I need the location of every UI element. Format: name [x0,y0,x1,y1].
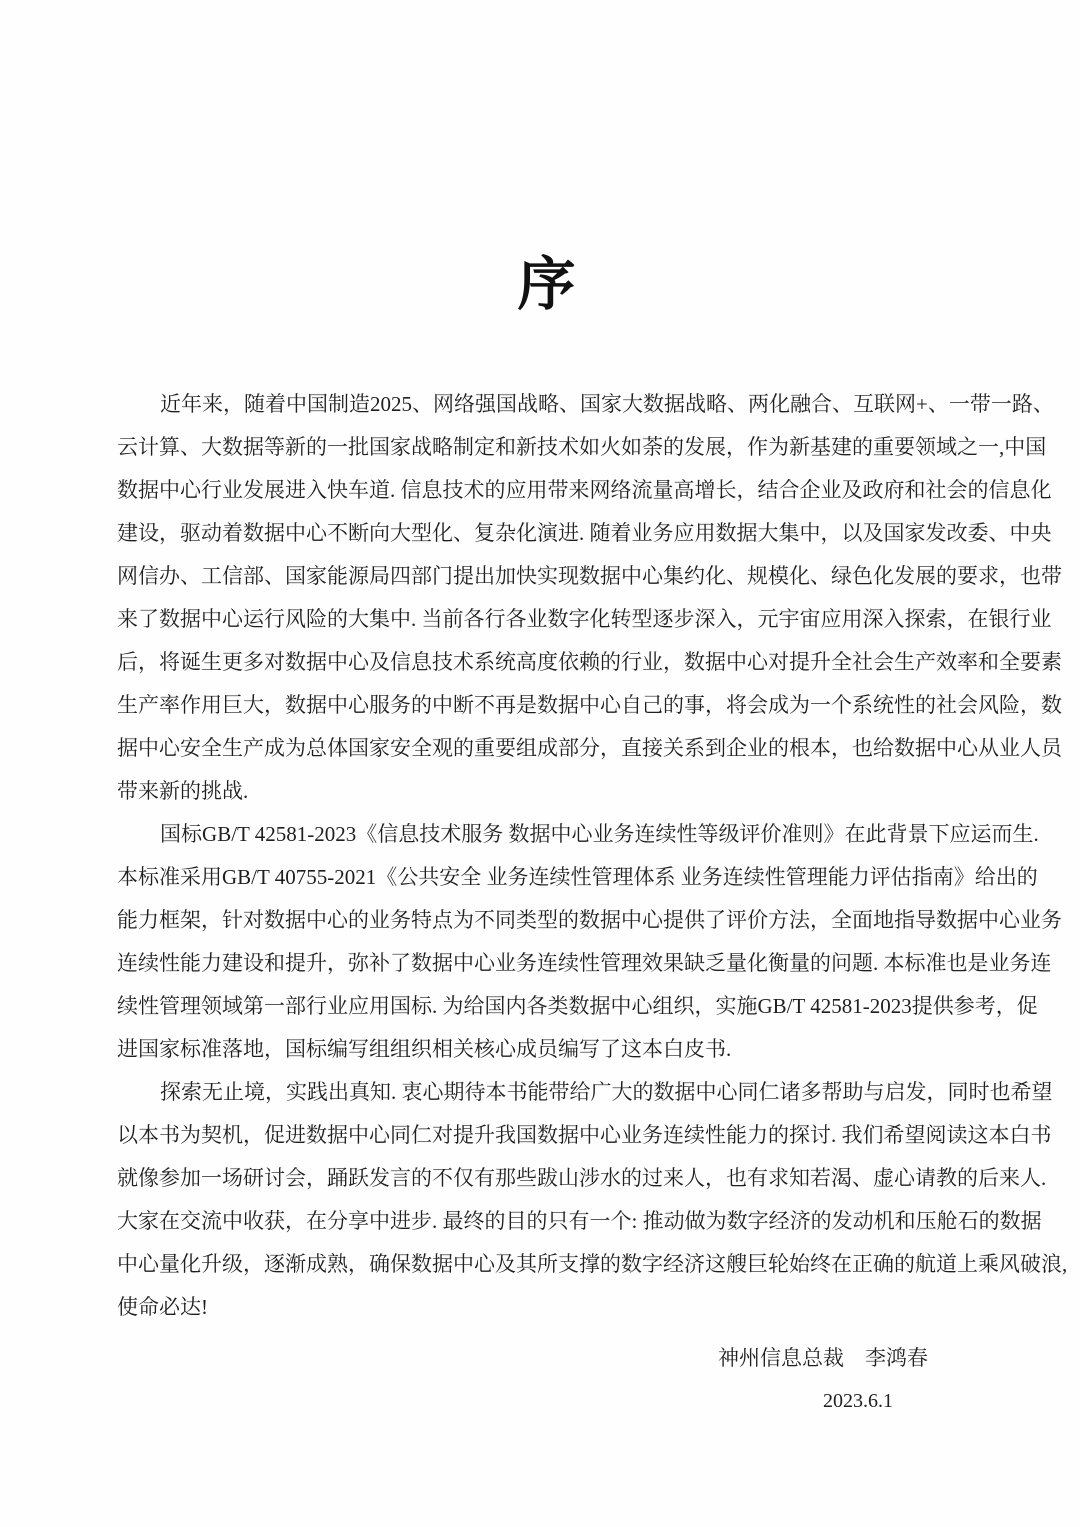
text-line: 生产率作用巨大，数据中心服务的中断不再是数据中心自己的事，将会成为一个系统性的社会风险，数 [117,692,1062,717]
text-line: 数据中心行业发展进入快车道. 信息技术的应用带来网络流量高增长，结合企业及政府和社会的信息化 [117,477,1052,502]
document-body [117,383,1068,1329]
text-line: 来了数据中心运行风险的大集中. 当前各行各业数字化转型逐步深入，元宇宙应用深入探索，在银行业 [117,606,1052,631]
page-title: 序 [517,252,578,317]
text-line: 以本书为契机，促进数据中心同仁对提升我国数据中心业务连续性能力的探讨. 我们希望阅读这本白书 [117,1122,1052,1147]
paragraph [117,813,1062,1071]
text-line: 大家在交流中收获，在分享中进步. 最终的目的只有一个: 推动做为数字经济的发动机和压舱石的数据 [117,1208,1042,1233]
text-line: 国标GB/T 42581-2023《信息技术服务 数据中心业务连续性等级评价准则》在此背景下应运而生. [160,821,1039,846]
text-line: 进国家标准落地，国标编写组组织相关核心成员编写了这本白皮书. [117,1036,732,1061]
text-line: 探索无止境，实践出真知. 衷心期待本书能带给广大的数据中心同仁诸多帮助与启发，同时也希望 [160,1079,1053,1104]
text-line: 建设，驱动着数据中心不断向大型化、复杂化演进. 随着业务应用数据大集中，以及国家发改委、中央 [117,520,1052,545]
text-line: 近年来，随着中国制造2025、网络强国战略、国家大数据战略、两化融合、互联网+、一带一路、 [160,391,1054,416]
text-line: 据中心安全生产成为总体国家安全观的重要组成部分，直接关系到企业的根本，也给数据中心从业人员 [117,735,1062,760]
text-line: 带来新的挑战. [117,778,249,803]
text-line: 能力框架，针对数据中心的业务特点为不同类型的数据中心提供了评价方法，全面地指导数据中心业务 [117,907,1062,932]
signature-date: 2023.6.1 [823,1389,893,1412]
signature-block [117,1337,978,1423]
text-line: 网信办、工信部、国家能源局四部门提出加快实现数据中心集约化、规模化、绿色化发展的要求，也带 [117,563,1062,588]
text-line: 就像参加一场研讨会，踊跃发言的不仅有那些跋山涉水的过来人，也有求知若渴、虚心请教的后来人. [117,1165,1047,1190]
text-line: 云计算、大数据等新的一批国家战略制定和新技术如火如荼的发展，作为新基建的重要领域之一,中国 [117,434,1047,459]
text-line: 续性管理领域第一部行业应用国标. 为给国内各类数据中心组织，实施GB/T 42581-2023提供参考，促 [117,993,1038,1018]
paragraph [117,383,1062,813]
text-line: 本标准采用GB/T 40755-2021《公共安全 业务连续性管理体系 业务连续性管理能力评估指南》给出的 [117,864,1038,889]
signature: 神州信息总裁 李鸿春 [718,1345,928,1370]
text-line: 使命必达! [117,1294,208,1319]
text-line: 中心量化升级，逐渐成熟，确保数据中心及其所支撑的数字经济这艘巨轮始终在正确的航道上乘风破浪, [117,1251,1068,1276]
paragraph [117,1071,1068,1329]
text-column [117,0,1068,1423]
text-line: 后，将诞生更多对数据中心及信息技术系统高度依赖的行业，数据中心对提升全社会生产效率和全要素 [117,649,1062,674]
text-line: 连续性能力建设和提升，弥补了数据中心业务连续性管理效果缺乏量化衡量的问题. 本标准也是业务连 [117,950,1052,975]
